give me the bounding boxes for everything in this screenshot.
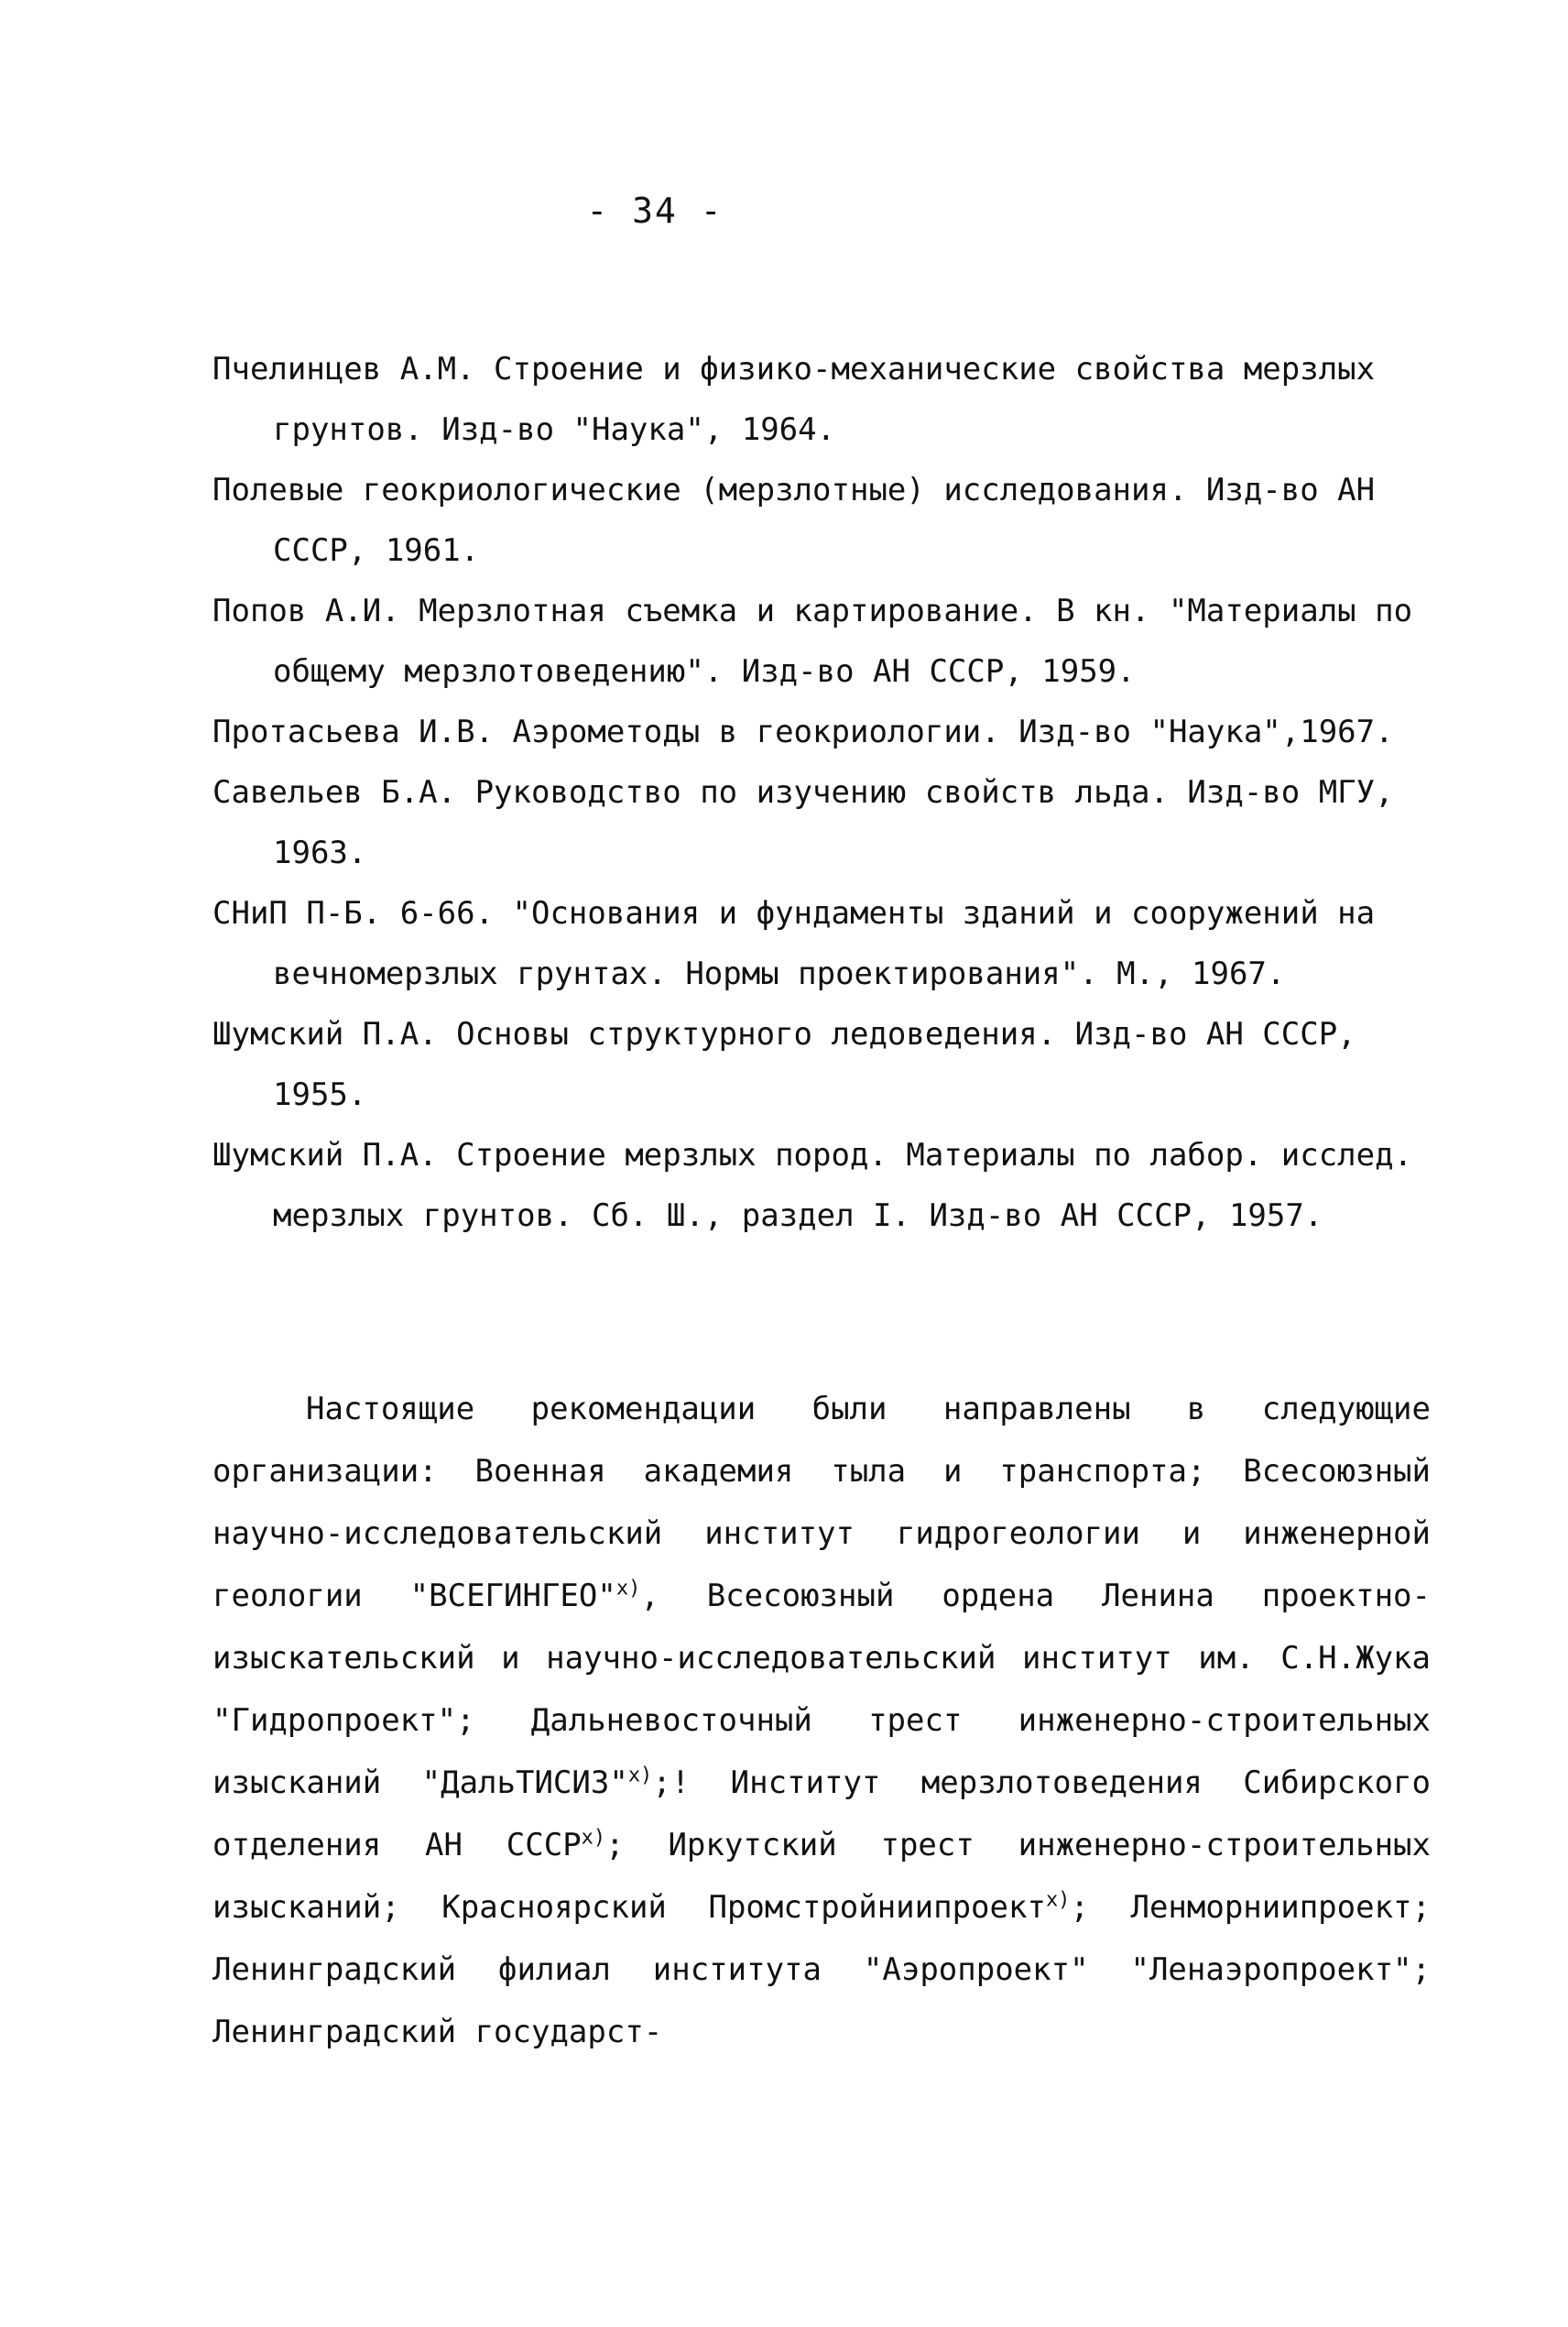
reference-entry: Полевые геокриологические (мерзлотные) исследования. Изд-во АН СССР, 1961. — [212, 472, 1376, 569]
reference-entry: СНиП П-Б. 6-66. "Основания и фундаменты зданий и сооружений на вечномерзлых грунтах. Нормы проектирования". М., 1967. — [212, 895, 1376, 992]
reference-entry: Шумский П.А. Основы структурного ледоведения. Изд-во АН СССР, 1955. — [212, 1016, 1356, 1113]
paragraph-text-3: ;! Институт мерзлотоведения Сибирского отделения АН СССР — [212, 1764, 1431, 1863]
paragraph-text-2: , Всесоюзный ордена Ленина проектно-изыскательский и научно-исследовательский институт им. С.Н.Жука "Гидропроект"; Дальневосточный трест инженерно-строительных изысканий "ДальТИСИЗ" — [212, 1578, 1431, 1801]
paragraph-text-1: Настоящие рекомендации были направлены в следующие организации: Военная академия тыла и транспорта; Всесоюзный научно-исследовательский институт гидрогеологии и инженерной геологии "ВСЕГИНГЕО" — [212, 1391, 1431, 1614]
organizations-paragraph — [212, 1378, 1431, 2063]
reference-entry: Савельев Б.А. Руководство по изучению свойств льда. Изд-во МГУ, 1963. — [212, 774, 1394, 871]
footnote-mark: х) — [581, 1826, 606, 1850]
reference-entry: Пчелинцев А.М. Строение и физико-механические свойства мерзлых грунтов. Изд-во "Наука", 1964. — [212, 351, 1376, 448]
footnote-mark: х) — [627, 1764, 653, 1787]
reference-list — [212, 339, 1440, 1246]
footnote-mark: х) — [615, 1577, 641, 1600]
reference-entry: Попов А.И. Мерзлотная съемка и картирование. В кн. "Материалы по общему мерзлотоведению". Изд-во АН СССР, 1959. — [212, 593, 1413, 690]
reference-entry: Шумский П.А. Строение мерзлых пород. Материалы по лабор. исслед. мерзлых грунтов. Сб. Ш., раздел I. Изд-во АН СССР, 1957. — [212, 1137, 1413, 1234]
page-number: - 34 - — [586, 191, 724, 231]
footnote-mark: х) — [1045, 1888, 1071, 1912]
paragraph-text-4: ; Иркутский трест инженерно-строительных изысканий; Красноярский Промстройниипроект — [212, 1827, 1431, 1926]
organizations-paragraph-block — [212, 1347, 1431, 2094]
paragraph-text-5: ; Ленморниипроект; Ленинградский филиал института "Аэропроект" "Ленаэропроект"; Ленинградский государст- — [212, 1889, 1431, 2050]
reference-entry: Протасьева И.В. Аэрометоды в геокриологии. Изд-во "Наука",1967. — [212, 714, 1394, 750]
